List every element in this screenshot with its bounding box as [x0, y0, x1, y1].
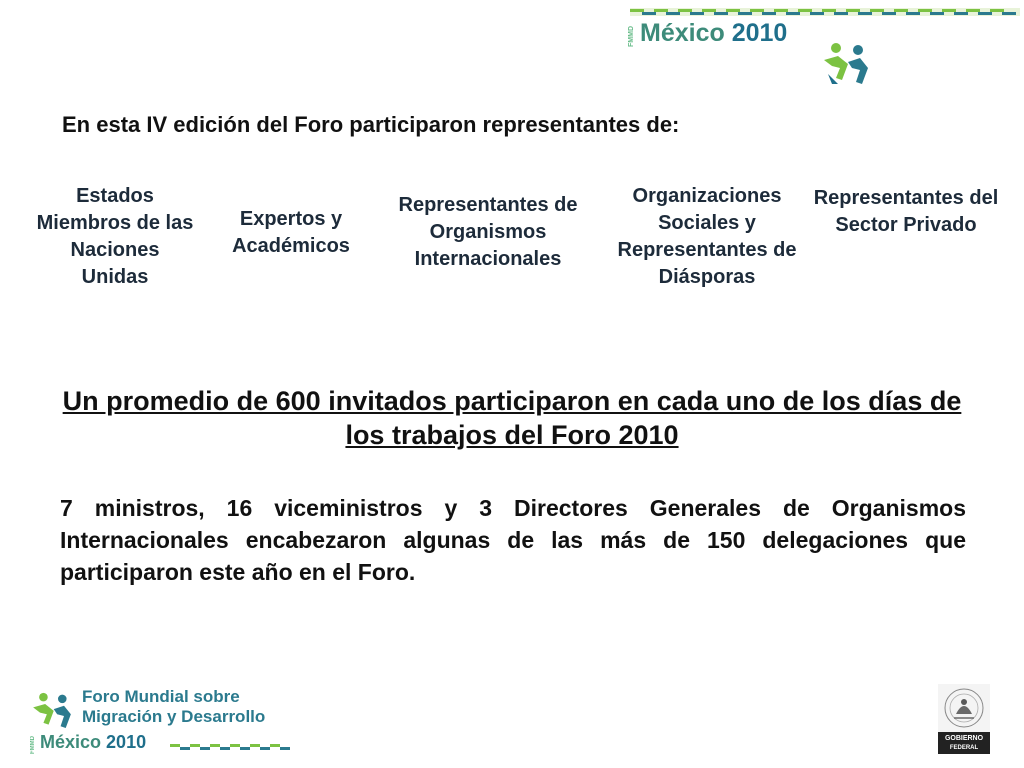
header-pattern-band	[630, 8, 1020, 16]
gobierno-federal-logo	[938, 684, 990, 754]
attendance-statement: Un promedio de 600 invitados participaron en cada uno de los días de los trabajos del Foro 2010	[62, 386, 962, 450]
mexico-coat-of-arms-icon	[938, 684, 990, 732]
delegations-statement: 7 ministros, 16 viceministros y 3 Directores Generales de Organismos Internacionales encabezaron algunas de las más de 150 delegaciones que participaron este año en el Foro.	[60, 495, 966, 585]
logo-prefix: FMMD	[628, 26, 635, 47]
logo-year: 2010	[731, 19, 788, 47]
logo-title-text: México	[640, 19, 725, 47]
footer-title: México	[40, 732, 102, 752]
logo-title	[640, 19, 787, 48]
gobierno-label: GOBIERNO	[944, 735, 984, 742]
category-estados-miembros: Estados Miembros de las Naciones Unidas	[36, 185, 194, 288]
footer-foro-line2: Migración y Desarrollo	[82, 707, 266, 726]
footer-logo	[28, 686, 292, 754]
header-logo	[628, 19, 818, 48]
category-organismos-internacionales: Representantes de Organismos Internacionales	[398, 194, 578, 270]
federal-label: FEDERAL	[949, 745, 979, 751]
footer-mexico-2010	[40, 732, 146, 753]
intro-heading: En esta IV edición del Foro participaron representantes de:	[62, 112, 680, 137]
migration-figures-icon	[818, 40, 874, 86]
gobierno-label-box	[938, 732, 990, 754]
category-sector-privado: Representantes del Sector Privado	[813, 187, 999, 236]
footer-year: 2010	[106, 732, 147, 752]
footer-foro-line1: Foro Mundial sobre	[82, 687, 240, 706]
footer-figures-icon	[28, 690, 76, 730]
footer-pattern-band	[170, 744, 290, 750]
category-organizaciones-sociales: Organizaciones Sociales y Representantes de Diásporas	[617, 185, 797, 288]
footer-prefix: FMMD	[30, 736, 36, 754]
category-expertos: Expertos y Académicos	[232, 208, 350, 257]
